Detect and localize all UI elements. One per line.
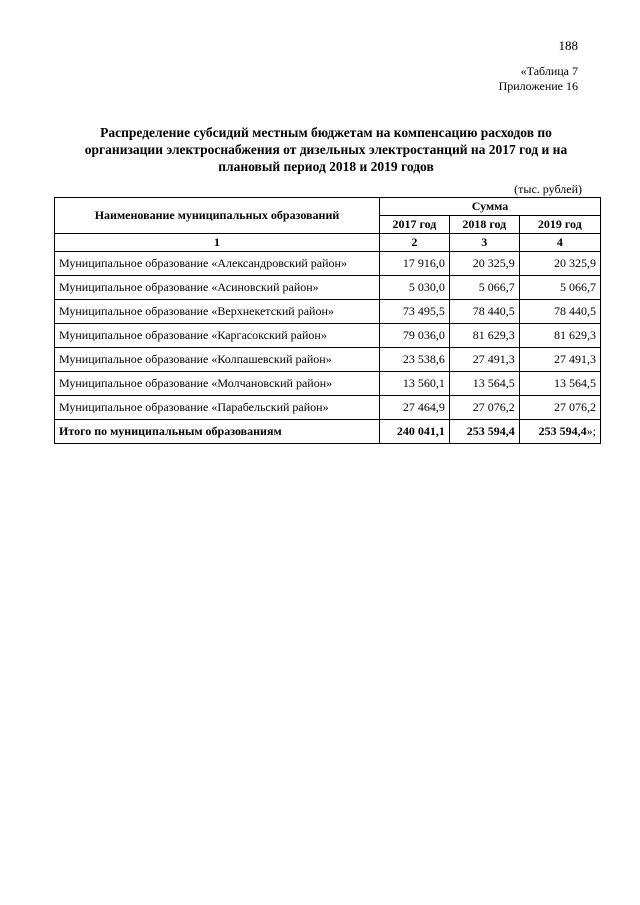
header-sum: Сумма [380, 198, 601, 216]
value-2018: 27 491,3 [449, 348, 519, 372]
value-2019: 5 066,7 [519, 276, 600, 300]
total-2017: 240 041,1 [380, 420, 450, 444]
subsidy-table [54, 197, 601, 444]
value-2018: 5 066,7 [449, 276, 519, 300]
page-number: 188 [558, 38, 578, 53]
table-row [55, 348, 601, 372]
table-row [55, 396, 601, 420]
municipality-name: Муниципальное образование «Парабельский район» [55, 396, 380, 420]
units-label: (тыс. рублей) [514, 182, 582, 196]
municipality-name: Муниципальное образование «Асиновский район» [55, 276, 380, 300]
header-year-2017: 2017 год [380, 216, 450, 234]
value-2017: 17 916,0 [380, 252, 450, 276]
value-2017: 5 030,0 [380, 276, 450, 300]
value-2018: 81 629,3 [449, 324, 519, 348]
municipality-name: Муниципальное образование «Молчановский район» [55, 372, 380, 396]
value-2017: 27 464,9 [380, 396, 450, 420]
municipality-name: Муниципальное образование «Колпашевский район» [55, 348, 380, 372]
column-number: 1 [55, 234, 380, 252]
value-2019: 81 629,3 [519, 324, 600, 348]
municipality-name: Муниципальное образование «Каргасокский район» [55, 324, 380, 348]
value-2017: 79 036,0 [380, 324, 450, 348]
total-2019-cell [519, 420, 600, 444]
column-number: 3 [449, 234, 519, 252]
value-2019: 27 076,2 [519, 396, 600, 420]
value-2018: 27 076,2 [449, 396, 519, 420]
closing-quote: »; [586, 424, 596, 438]
header-year-2018: 2018 год [449, 216, 519, 234]
value-2019: 20 325,9 [519, 252, 600, 276]
total-2018: 253 594,4 [449, 420, 519, 444]
header-name: Наименование муниципальных образований [55, 198, 380, 234]
table-row [55, 372, 601, 396]
value-2017: 73 495,5 [380, 300, 450, 324]
total-row [55, 420, 601, 444]
table-reference: «Таблица 7 [520, 64, 578, 78]
value-2017: 23 538,6 [380, 348, 450, 372]
value-2019: 13 564,5 [519, 372, 600, 396]
value-2019: 78 440,5 [519, 300, 600, 324]
total-label: Итого по муниципальным образованиям [55, 420, 380, 444]
value-2018: 13 564,5 [449, 372, 519, 396]
column-number: 2 [380, 234, 450, 252]
table-row [55, 324, 601, 348]
value-2018: 20 325,9 [449, 252, 519, 276]
value-2019: 27 491,3 [519, 348, 600, 372]
column-number: 4 [519, 234, 600, 252]
table-row [55, 300, 601, 324]
municipality-name: Муниципальное образование «Верхнекетский район» [55, 300, 380, 324]
document-title: Распределение субсидий местным бюджетам на компенсацию расходов по организации электроснабжения от дизельных электростанций на 2017 год и на плановый период 2018 и 2019 годов [84, 125, 568, 174]
appendix-header [499, 64, 578, 94]
value-2018: 78 440,5 [449, 300, 519, 324]
table-row [55, 252, 601, 276]
appendix-label: Приложение 16 [498, 79, 578, 93]
total-2019: 253 594,4 [538, 424, 587, 438]
municipality-name: Муниципальное образование «Александровский район» [55, 252, 380, 276]
value-2017: 13 560,1 [380, 372, 450, 396]
header-year-2019: 2019 год [519, 216, 600, 234]
table-row [55, 276, 601, 300]
